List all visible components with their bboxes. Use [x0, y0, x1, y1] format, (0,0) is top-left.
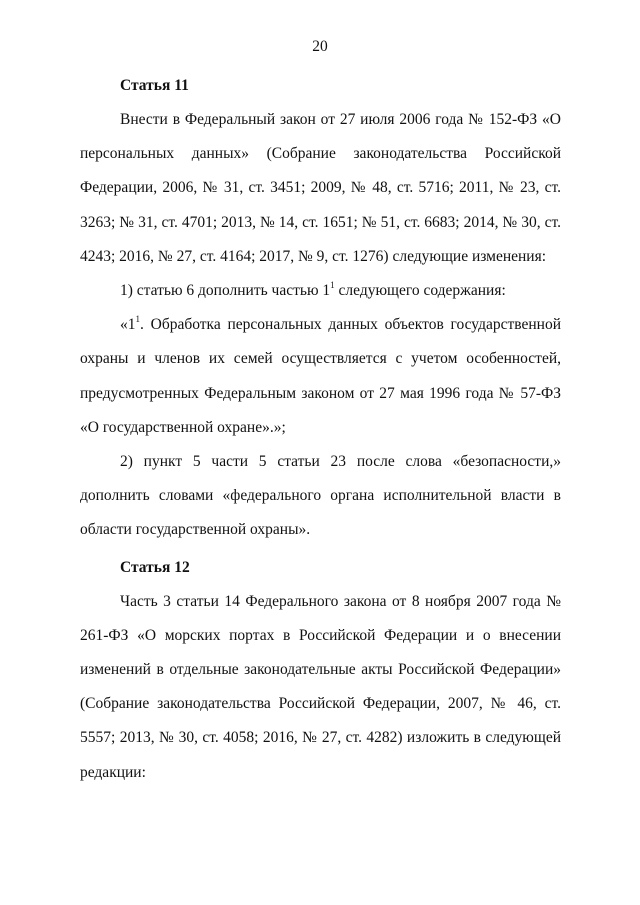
- article-11-quoted-part: [80, 308, 561, 445]
- item-1-suffix: следующего содержания:: [334, 282, 506, 300]
- item-1-superscript: 1: [330, 280, 335, 291]
- page-number: 20: [312, 38, 328, 55]
- article-12-body: Часть 3 статьи 14 Федерального закона от 8 ноября 2007 года № 261-ФЗ «О морских портах в Российской Федерации и о внесении изменений в отдельные законодательные акты Российской Федерации» (Собрание законодательства Российской Федерации, 2007, № 46, ст. 5557; 2013, № 30, ст. 4058; 2016, № 27, ст. 4282) изложить в следующей редакции:: [80, 592, 561, 781]
- article-11-item-1: [80, 274, 561, 308]
- article-12-heading: Статья 12: [120, 558, 190, 576]
- article-11-heading: Статья 11: [120, 77, 189, 94]
- item-1-prefix: 1) статью 6 дополнить частью 1: [120, 282, 331, 300]
- article-11-intro: Внести в Федеральный закон от 27 июля 2006 года № 152-ФЗ «О персональных данных» (Собрание законодательства Российской Федерации, 2006, № 31, ст. 3451; 2009, № 48, ст. 5716; 2011, № 23, ст. 3263; № 31, ст. 4701; 2013, № 14, ст. 1651; № 51, ст. 6683; 2014, № 30, ст. 4243; 2016, № 27, ст. 4164; 2017, № 9, ст. 1276) следующие изменения:: [80, 111, 561, 265]
- quote-prefix: «1: [120, 316, 136, 334]
- article-11-item-2: 2) пункт 5 части 5 статьи 23 после слова «безопасности,» дополнить словами «федерального органа исполнительной власти в области государственной охраны».: [80, 453, 561, 539]
- document-body: [80, 69, 561, 790]
- quote-text: . Обработка персональных данных объектов государственной охраны и членов их семей осуществляется с учетом особенностей, предусмотренных Федеральным законом от 27 мая 1996 года № 57-ФЗ «О государственной охране».»;: [80, 316, 561, 436]
- quote-superscript: 1: [135, 314, 140, 325]
